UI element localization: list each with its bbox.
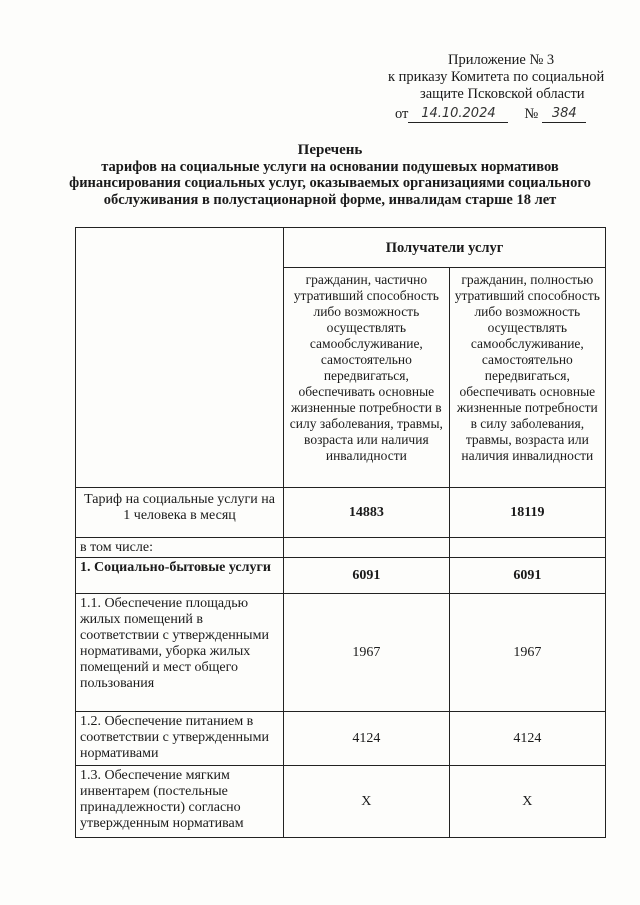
table-header-row — [76, 228, 606, 268]
order-date-handwritten: 14.10.2024 — [408, 106, 508, 123]
recipient-full-desc: гражданин, полностью утративший способность либо возможность осуществлять самообслуживание, самостоятельно передвигаться, обеспечивать основные жизненные потребности в силу заболевания, травмы, возраста или наличия инвалидности — [449, 268, 605, 488]
table-row — [76, 594, 606, 712]
tariffs-table — [75, 227, 606, 838]
table-row — [76, 488, 606, 538]
row-label: 1.3. Обеспечение мягким инвентарем (постельные принадлежности) согласно утвержденным нормативам — [76, 766, 284, 838]
row-label: в том числе: — [76, 538, 284, 558]
appendix-header — [388, 52, 628, 103]
title-line-2: тарифов на социальные услуги на основании подушевых нормативов финансирования социальных услуг, оказываемых организациями социального обслуживания в полустационарной форме, инвалидам старше 18 лет — [69, 158, 591, 208]
table-row — [76, 712, 606, 766]
order-number-handwritten: 384 — [542, 106, 586, 123]
table-row — [76, 538, 606, 558]
document-title — [60, 142, 600, 208]
row-value-1: 4124 — [284, 712, 450, 766]
row-label: Тариф на социальные услуги на 1 человека в месяц — [76, 488, 284, 538]
appendix-committee: защите Псковской области — [420, 86, 585, 102]
row-value-1 — [284, 538, 450, 558]
appendix-order-ref: к приказу Комитета по социальной — [388, 69, 605, 85]
row-value-1: 1967 — [284, 594, 450, 712]
row-value-2 — [449, 538, 605, 558]
row-label: 1.1. Обеспечение площадью жилых помещений в соответствии с утвержденными нормативами, уборка жилых помещений и мест общего пользования — [76, 594, 284, 712]
row-value-1: 6091 — [284, 558, 450, 594]
table-row — [76, 766, 606, 838]
table-row — [76, 558, 606, 594]
recipient-partial-desc: гражданин, частично утративший способность либо возможность осуществлять самообслуживание, самостоятельно передвигаться, обеспечивать основные жизненные потребности в силу заболевания, травмы, возраста или наличия инвалидности — [284, 268, 450, 488]
from-label: от — [395, 106, 409, 122]
row-value-1: 14883 — [284, 488, 450, 538]
row-value-2: 1967 — [449, 594, 605, 712]
row-value-2: 4124 — [449, 712, 605, 766]
row-value-2: Х — [449, 766, 605, 838]
row-label: 1. Социально-бытовые услуги — [76, 558, 284, 594]
appendix-number: Приложение № 3 — [448, 52, 555, 68]
row-value-2: 6091 — [449, 558, 605, 594]
number-label: № — [524, 106, 539, 122]
order-date-number — [395, 106, 586, 123]
row-value-2: 18119 — [449, 488, 605, 538]
title-line-1: Перечень — [297, 142, 363, 158]
row-label: 1.2. Обеспечение питанием в соответствии с утвержденными нормативами — [76, 712, 284, 766]
empty-corner-cell — [76, 228, 284, 488]
recipients-header: Получатели услуг — [284, 228, 606, 268]
row-value-1: Х — [284, 766, 450, 838]
